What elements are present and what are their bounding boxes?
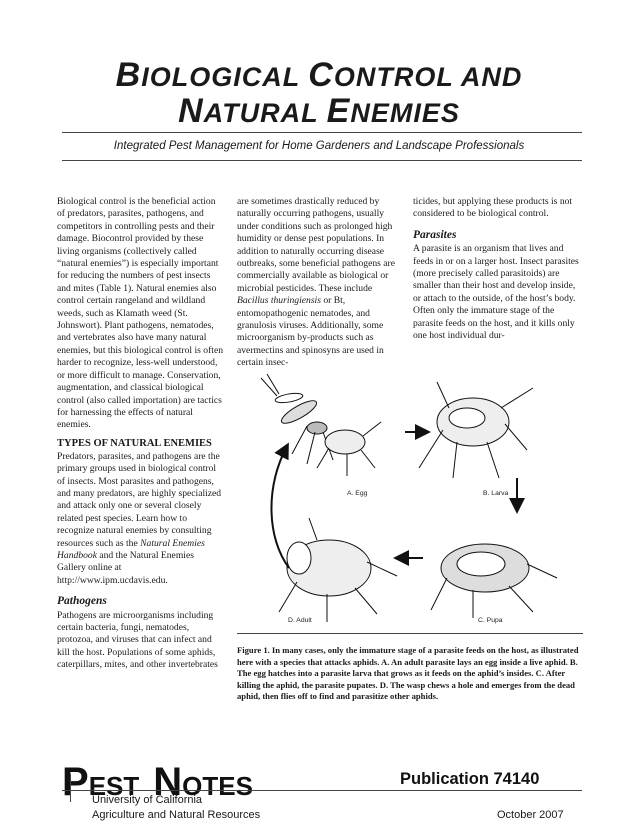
col2-text: are sometimes drastically reduced by naturally occurring pathogens, usually under conditions such as prolonged high humidity or dense pest populations. In addition to naturally occurring disease outbreaks, some beneficial pathogens are commercially available as biological or microbial pesticides. These include (237, 196, 395, 294)
column-3 (413, 196, 581, 342)
title-initial: E (326, 92, 351, 130)
intro-paragraph: Biological control is the beneficial action of predators, parasites, pathogens, and competitors in controlling pests and their damage. Biocontrol provided by these living organisms (collectively called “natural enemies”) is especially important for reducing the numbers of pest insects and mites (Table 1). Natural enemies also control certain rangeland and wildland weeds, such as Klamath weed (St. Johnswort). Plant pathogens, nematodes, and vertebrates also have many natural enemies, but this biological control is often harder to recognize, less-well understood, or more difficult to manage. Conservation, augmentation, and classical biological control (also called importation) are tactics for harnessing the effects of natural enemies. (57, 196, 223, 431)
types-text: Predators, parasites, and pathogens are the primary groups used in biological control of insects. Most parasites and pathogens, and many predators, are highly specialized and attack only one or several closely related pest species. Learn how to recognize natural enemies by consulting resources such as the (57, 450, 222, 549)
logo-est: EST (88, 771, 140, 801)
publication-date: October 2007 (497, 809, 564, 821)
subtitle: Integrated Pest Management for Home Gardeners and Landscape Professionals (113, 140, 525, 152)
org-line-2: Agriculture and Natural Resources (92, 809, 261, 821)
logo-n: N (153, 760, 183, 804)
arrow-d-to-a (271, 446, 289, 568)
column-3-top-paragraph: ticides, but applying these products is not considered to be biological control. (413, 196, 573, 220)
footer-vertical-rule (70, 774, 71, 802)
figure-caption: Figure 1. In many cases, only the immature stage of a parasite feeds on the host, as illustrated here with a species that attacks aphids. A. An adult parasite lays an egg inside a live aphid. B. The egg hatches into a parasite larva that grows as it feeds on the aphid’s insides. C. After killing the aphid, the parasite pupates. D. The wasp chews a hole and emerges from the dead aphid, then flies off to find and parasitize other aphids. (237, 645, 579, 702)
title-initial: C (308, 56, 334, 94)
figure-rule (237, 633, 583, 634)
parasites-paragraph: A parasite is an organism that lives and feeds in or on a larger host. Insect parasites (more precisely called parasitoids) are smaller than their host and develop inside, or attach to the outside, of the host’s body. Often only the immature stage of the parasite feeds on the host, and it kills only one host individual dur- (413, 243, 579, 342)
col2-italic: Bacillus thuringiensis (237, 295, 321, 307)
parasite-lifecycle-figure (237, 368, 583, 630)
title-initial: B (115, 56, 142, 94)
column-2 (237, 196, 401, 370)
col2-text: or Bt, entomopathogenic nematodes, and granulosis viruses. Additionally, some microorganism by-products such as avermectins and spinosyns are used in certain insec- (237, 295, 384, 369)
title-word: ONTROL AND (333, 62, 523, 92)
types-italic: Natural Enemies Handbook (57, 537, 205, 561)
title-initial: N (178, 92, 204, 130)
column-2-paragraph (237, 196, 401, 370)
column-1 (57, 196, 225, 672)
logo-p: P (62, 760, 89, 804)
title-word: ATURAL (203, 98, 319, 128)
label-c-pupa: C. Pupa (478, 617, 503, 624)
page-title-line1 (0, 56, 638, 95)
publication-number: Publication 74140 (400, 770, 540, 788)
title-word: IOLOGICAL (141, 62, 300, 92)
stage-d-adult-emerging (279, 518, 397, 622)
header-rule-top (62, 132, 582, 133)
types-text: and the Natural Enemies Gallery online at http://www.ipm.ucdavis.edu. (57, 549, 194, 586)
heading-types-of-natural-enemies: TYPES OF NATURAL ENEMIES (57, 437, 212, 449)
heading-pathogens: Pathogens (57, 595, 107, 608)
org-line-1: University of California (92, 794, 203, 806)
stage-c-pupa (431, 544, 557, 618)
label-a-egg: A. Egg (347, 490, 368, 497)
footer-rule (62, 790, 582, 791)
stage-a-wasp-and-aphid (261, 374, 381, 476)
title-word: NEMIES (350, 98, 460, 128)
label-d-adult: D. Adult (288, 617, 312, 624)
page-title-line2 (0, 92, 638, 131)
logo-otes: OTES (182, 771, 253, 801)
heading-parasites: Parasites (413, 228, 457, 241)
pathogens-paragraph: Pathogens are microorganisms including certain bacteria, fungi, nematodes, protozoa, and viruses that can infect and kill the host. Populations of some aphids, caterpillars, mites, and other invertebrates (57, 609, 218, 671)
stage-b-larva-in-aphid (419, 382, 533, 478)
header-rule-bottom (62, 160, 582, 161)
label-b-larva: B. Larva (483, 490, 509, 497)
types-paragraph (57, 451, 225, 587)
